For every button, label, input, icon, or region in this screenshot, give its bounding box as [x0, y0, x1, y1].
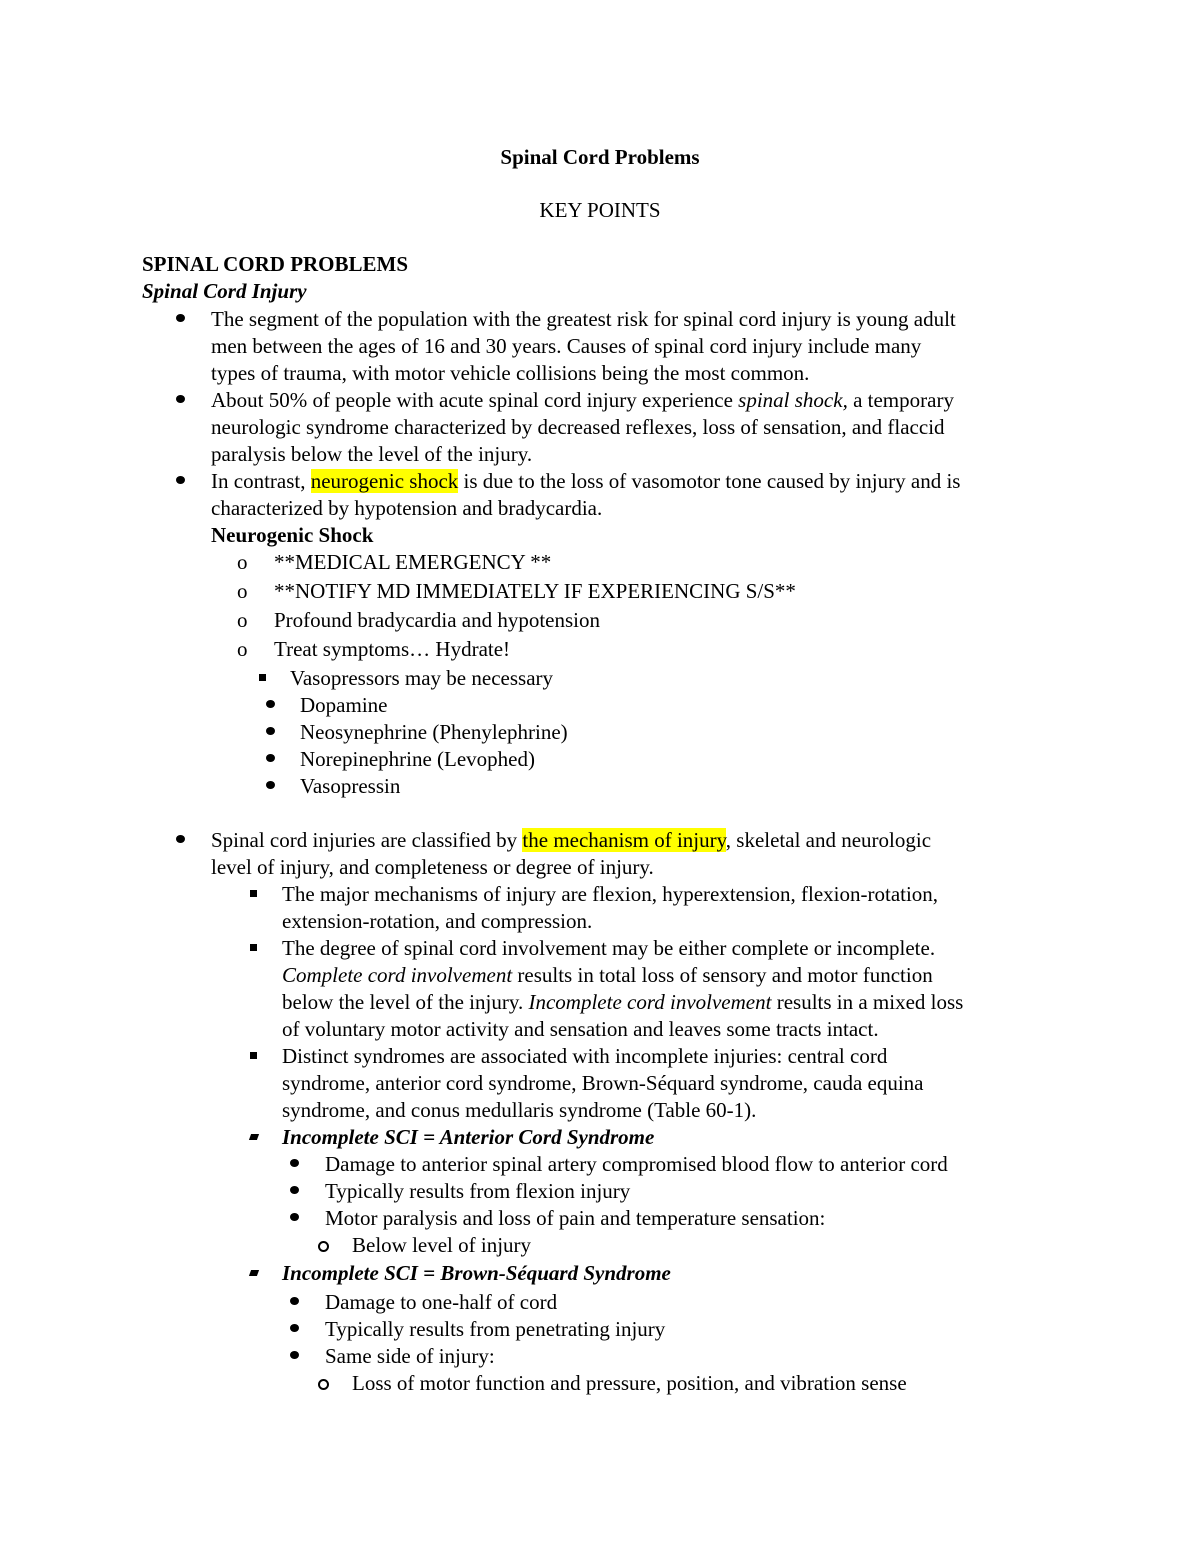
brown-item-3: Same side of injury: — [325, 1344, 495, 1368]
neuro-item-1: **MEDICAL EMERGENCY ** — [274, 550, 552, 574]
bullet-dot-icon — [176, 476, 185, 484]
brown-sequard-heading: Incomplete SCI = Brown-Séquard Syndrome — [282, 1261, 671, 1285]
bullet-dot-icon — [266, 754, 275, 762]
anterior-item-2: Typically results from flexion injury — [325, 1179, 631, 1203]
sub-3-line-1: Distinct syndromes are associated with incomplete injuries: central cord — [282, 1044, 888, 1068]
bullet-1-line-3: types of trauma, with motor vehicle collisions being the most common. — [211, 361, 810, 385]
sub-1-line-2: extension-rotation, and compression. — [282, 909, 593, 933]
square-bullet-icon — [249, 1270, 259, 1276]
highlight-neurogenic-shock: neurogenic shock — [310, 469, 459, 493]
drug-item-2: Neosynephrine (Phenylephrine) — [300, 720, 568, 744]
bullet-3-line-1: In contrast, neurogenic shock is due to the loss of vasomotor tone caused by injury and is — [211, 469, 961, 493]
bullet-4-line-2: level of injury, and completeness or degree of injury. — [211, 855, 654, 879]
drug-item-4: Vasopressin — [300, 774, 401, 798]
list-marker-o: o — [237, 608, 248, 632]
anterior-sub-item: Below level of injury — [352, 1233, 532, 1257]
bullet-dot-icon — [176, 835, 185, 843]
sub-3-line-2: syndrome, anterior cord syndrome, Brown-Séquard syndrome, cauda equina — [282, 1071, 924, 1095]
document-title: Spinal Cord Problems — [500, 145, 700, 169]
sub-2-line-2: Complete cord involvement results in total loss of sensory and motor function — [282, 963, 933, 987]
bullet-dot-icon — [266, 700, 275, 708]
square-bullet-icon — [250, 944, 257, 951]
anterior-item-1: Damage to anterior spinal artery compromised blood flow to anterior cord — [325, 1152, 948, 1176]
drug-item-1: Dopamine — [300, 693, 388, 717]
highlight-mechanism-of-injury: the mechanism of injury — [522, 828, 726, 852]
bullet-2-line-2: neurologic syndrome characterized by decreased reflexes, loss of sensation, and flaccid — [211, 415, 945, 439]
anterior-item-3: Motor paralysis and loss of pain and temperature sensation: — [325, 1206, 826, 1230]
sub-2-line-3: below the level of the injury. Incomplete cord involvement results in a mixed loss — [282, 990, 964, 1014]
bullet-dot-icon — [290, 1186, 299, 1194]
brown-sub-item: Loss of motor function and pressure, position, and vibration sense — [352, 1371, 907, 1395]
brown-item-2: Typically results from penetrating injury — [325, 1317, 666, 1341]
list-marker-o: o — [237, 579, 248, 603]
list-marker-o: o — [237, 550, 248, 574]
bullet-2-line-1: About 50% of people with acute spinal cord injury experience spinal shock, a temporary — [211, 388, 954, 412]
brown-item-1: Damage to one-half of cord — [325, 1290, 558, 1314]
bullet-dot-icon — [266, 781, 275, 789]
square-bullet-icon — [259, 674, 266, 681]
bullet-1-line-2: men between the ages of 16 and 30 years. Causes of spinal cord injury include many — [211, 334, 922, 358]
bullet-dot-icon — [290, 1213, 299, 1221]
square-bullet-icon — [250, 1052, 257, 1059]
spinal-shock-term: spinal shock, — [738, 388, 848, 412]
neurogenic-shock-heading: Neurogenic Shock — [211, 523, 374, 547]
sub-2-line-4: of voluntary motor activity and sensation and leaves some tracts intact. — [282, 1017, 879, 1041]
neuro-item-2: **NOTIFY MD IMMEDIATELY IF EXPERIENCING S/S** — [274, 579, 796, 603]
list-marker-o: o — [237, 637, 248, 661]
bullet-3-line-2: characterized by hypotension and bradycardia. — [211, 496, 603, 520]
drug-item-3: Norepinephrine (Levophed) — [300, 747, 535, 771]
bullet-1-line-1: The segment of the population with the greatest risk for spinal cord injury is young adult — [211, 307, 956, 331]
bullet-dot-icon — [176, 314, 185, 322]
square-bullet-icon — [249, 1134, 259, 1140]
section-heading: SPINAL CORD PROBLEMS — [142, 252, 409, 276]
bullet-2-line-3: paralysis below the level of the injury. — [211, 442, 533, 466]
subsection-heading: Spinal Cord Injury — [142, 279, 307, 303]
vasopressors-item: Vasopressors may be necessary — [290, 666, 554, 690]
neuro-item-4: Treat symptoms… Hydrate! — [274, 637, 511, 661]
bullet-dot-icon — [266, 727, 275, 735]
anterior-cord-heading: Incomplete SCI = Anterior Cord Syndrome — [282, 1125, 655, 1149]
sub-1-line-1: The major mechanisms of injury are flexion, hyperextension, flexion-rotation, — [282, 882, 939, 906]
circle-bullet-icon — [318, 1379, 329, 1390]
neuro-item-3: Profound bradycardia and hypotension — [274, 608, 601, 632]
square-bullet-icon — [250, 890, 257, 897]
bullet-dot-icon — [290, 1324, 299, 1332]
bullet-dot-icon — [290, 1159, 299, 1167]
sub-3-line-3: syndrome, and conus medullaris syndrome (Table 60-1). — [282, 1098, 757, 1122]
bullet-4-line-1: Spinal cord injuries are classified by the mechanism of injury, skeletal and neurologic — [211, 828, 932, 852]
sub-2-line-1: The degree of spinal cord involvement may be either complete or incomplete. — [282, 936, 936, 960]
bullet-dot-icon — [290, 1351, 299, 1359]
bullet-dot-icon — [176, 395, 185, 403]
bullet-dot-icon — [290, 1297, 299, 1305]
circle-bullet-icon — [318, 1241, 329, 1252]
document-subtitle: KEY POINTS — [539, 198, 661, 222]
